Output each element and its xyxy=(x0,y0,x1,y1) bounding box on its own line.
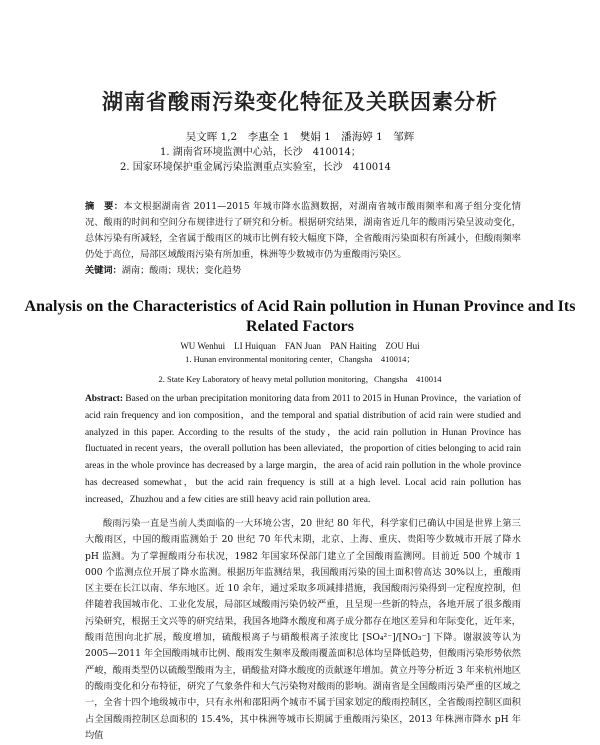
chinese-abstract-label: 摘 要： xyxy=(85,201,124,212)
chinese-title: 湖南省酸雨污染变化特征及关联因素分析 xyxy=(102,90,498,114)
chinese-keywords-label: 关键词： xyxy=(85,265,122,276)
body-paragraph: 酸雨污染一直是当前人类面临的一大环境公害，20 世纪 80 年代，科学家们已确认中国是世界上第三大酸雨区，中国的酸雨监测始于 20 世纪 70 年代末期，北京、上海、重庆、贵阳等少数城市开展了降水 pH 监测。为了掌握酸雨分布状况，1982 年国家环保部门建立了全国酸雨监测网。目前近 500 个城市 1 000 个监测点位开展了降水监测。根据历年监测结果，我国酸雨污染的国土面积曾高达 30%以上，重酸雨区主要在长江以南、华东地区。近 10 余年，通过采取多项减排措施，我国酸雨污染得到一定程度控制，但伴随着我国城市化、工业化发展，局部区域酸雨污染仍较严重，且呈现一些新的特点，各地开展了很多酸雨污染研究，根据王文兴等的研究结果，我国各地降水酸度和离子成分都存在地区差异和年际变化，近年来，酸雨范围向北扩展，酸度增加，硫酸根离子与硝酸根离子浓度比 [SO₄²⁻]/[NO₃⁻] 下降。谢淑波等认为 2005—2011 年全国酸雨城市比例、酸雨发生频率及酸雨覆盖面积总体均呈降低趋势，但酸雨污染形势依然严峻，酸雨类型仍以硫酸型酸雨为主，硝酸盐对降水酸度的贡献逐年增加。黄立丹等分析近 3 年来杭州地区的酸雨变化和分布特征，研究了气象条件和大气污染物对酸雨的影响。湖南省是全国酸雨污染严重的区域之一，全省十四个地级城市中，只有永州和邵阳两个城市不属于国家划定的酸雨控制区，全省酸雨控制区面积占全国酸雨控制区总面积的 15.4%，其中株洲等城市长期属于重酸雨污染区，2013 年株洲市降水 pH 年均值 xyxy=(85,518,521,741)
chinese-abstract xyxy=(85,199,521,263)
chinese-affiliation-1: 1. 湖南省环境监测中心站，长沙 410014； xyxy=(160,147,361,158)
chinese-authors: 吴文晖 1,2 李惠全 1 樊娟 1 潘海婷 1 邹辉 xyxy=(185,131,415,143)
english-authors: WU Wenhui LI Huiquan FAN Juan PAN Haiting ZOU Hui xyxy=(180,341,420,351)
english-abstract-text: Based on the urban precipitation monitoring data from 2011 to 2015 in Hunan Province，the variation of acid rain frequency and ion composition，and the temporal and spatial distribution of acid rain were studied and analyzed in this paper. According to the results of the study，the acid rain pollution in Hunan Province has fluctuated in recent years，the overall pollution has been alleviated，the proportion of cities belonging to acid rain areas in the whole province has decreased by a large margin，the area of acid rain pollution in the whole province has decreased somewhat，but the acid rain frequency is still at a high level. Local acid rain pollution has increased，Zhuzhou and a few cities are still heavy acid rain pollution area. xyxy=(85,394,521,505)
chinese-abstract-text: 本文根据湖南省 2011—2015 年城市降水监测数据，对湖南省城市酸雨频率和离子组分变化情况、酸雨的时间和空间分布规律进行了研究和分析。根据研究结果，湖南省近几年的酸雨污染呈波动变化，总体污染有所减轻，全省属于酸雨区的城市比例有较大幅度下降，全省酸雨污染面积有所减小，但酸雨频率仍处于高位，局部区域酸雨污染有所加重，株洲等少数城市仍为重酸雨污染区。 xyxy=(85,201,521,260)
english-abstract-label: Abstract: xyxy=(85,394,124,404)
english-affiliation-2: 2. State Key Laboratory of heavy metal pollution monitoring，Changsha 410014 xyxy=(158,374,442,384)
english-title: Analysis on the Characteristics of Acid Rain pollution in Hunan Province and Its Related Factors xyxy=(24,298,576,335)
english-abstract xyxy=(85,391,521,509)
chinese-affiliation-2: 2. 国家环境保护重金属污染监测重点实验室，长沙 410014 xyxy=(120,162,391,173)
english-affiliation-1: 1. Hunan environmental monitoring center，Changsha 410014； xyxy=(185,354,415,364)
chinese-keywords xyxy=(85,263,521,279)
chinese-keywords-text: 湖南；酸雨；现状；变化趋势 xyxy=(121,265,242,276)
